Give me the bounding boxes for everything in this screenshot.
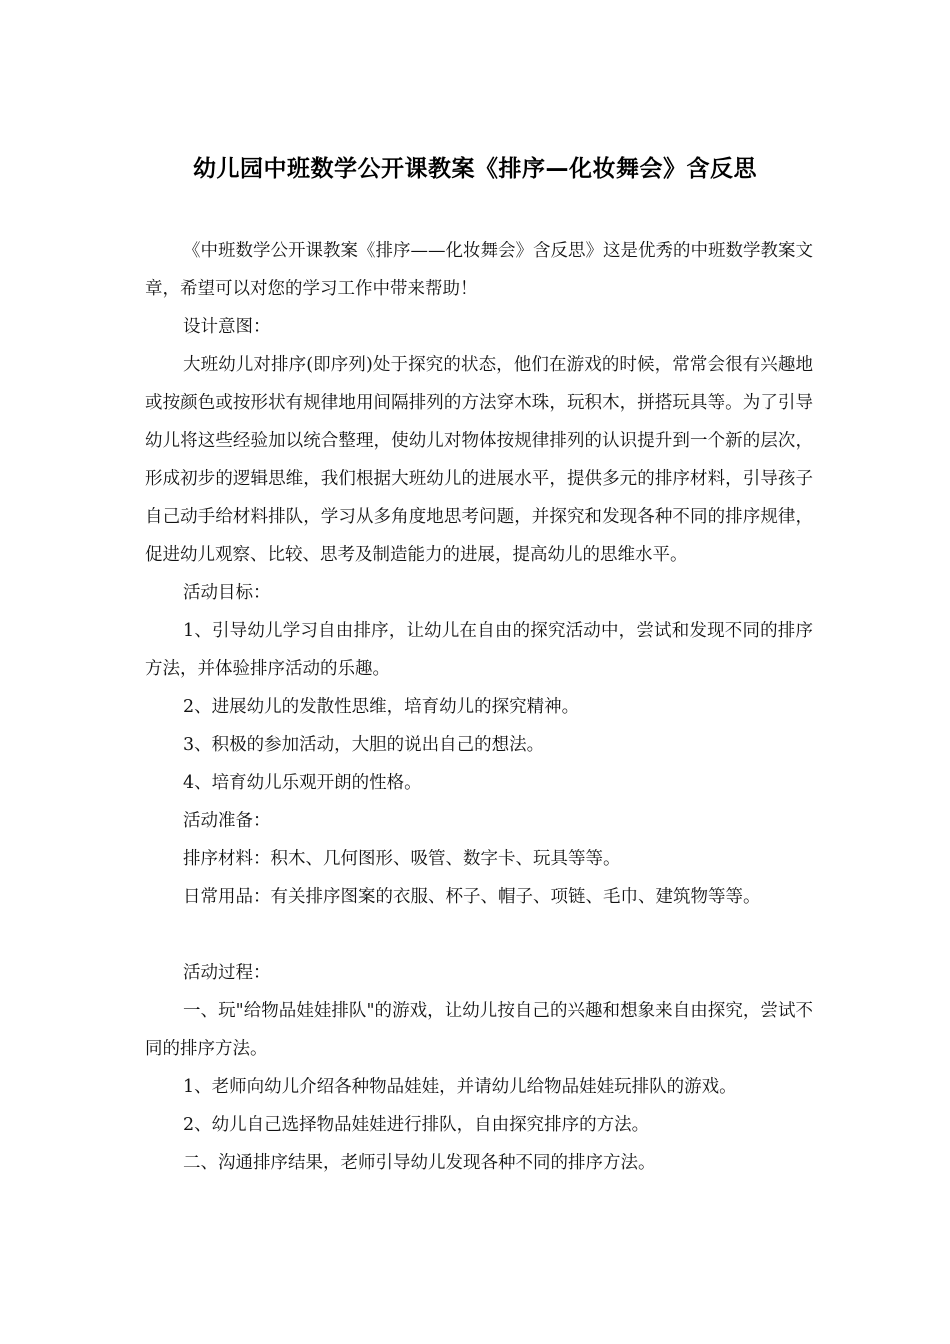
goal-item: 4、培育幼儿乐观开朗的性格。: [183, 773, 422, 793]
goal-item: 3、积极的参加活动，大胆的说出自己的想法。: [183, 735, 545, 755]
section-heading-preparation: 活动准备：: [183, 811, 271, 831]
blank-line: [145, 916, 813, 954]
section-heading-design-intent: 设计意图：: [183, 317, 271, 337]
process-step: 一、玩"给物品娃娃排队"的游戏，让幼儿按自己的兴趣和想象来自由探究，尝试不同的排序方法。: [145, 1001, 813, 1059]
process-step: 2、幼儿自己选择物品娃娃进行排队，自由探究排序的方法。: [183, 1115, 650, 1135]
document-body: [145, 232, 813, 1182]
document-title: 幼儿园中班数学公开课教案《排序—化妆舞会》含反思: [193, 156, 757, 182]
process-step: 二、沟通排序结果，老师引导幼儿发现各种不同的排序方法。: [183, 1153, 656, 1173]
process-step: 1、老师向幼儿介绍各种物品娃娃，并请幼儿给物品娃娃玩排队的游戏。: [183, 1077, 737, 1097]
section-heading-goals: 活动目标：: [183, 583, 271, 603]
goal-item: 1、引导幼儿学习自由排序，让幼儿在自由的探究活动中，尝试和发现不同的排序方法，并体验排序活动的乐趣。: [145, 621, 813, 679]
goal-item: 2、进展幼儿的发散性思维，培育幼儿的探究精神。: [183, 697, 580, 717]
design-intent-paragraph: 大班幼儿对排序(即序列)处于探究的状态，他们在游戏的时候，常常会很有兴趣地或按颜色或按形状有规律地用间隔排列的方法穿木珠，玩积木，拼搭玩具等。为了引导幼儿将这些经验加以统合整理，使幼儿对物体按规律排列的认识提升到一个新的层次，形成初步的逻辑思维，我们根据大班幼儿的进展水平，提供多元的排序材料，引导孩子自己动手给材料排队，学习从多角度地思考问题，并探究和发现各种不同的排序规律，促进幼儿观察、比较、思考及制造能力的进展，提高幼儿的思维水平。: [145, 355, 813, 565]
preparation-item: 日常用品：有关排序图案的衣服、杯子、帽子、项链、毛巾、建筑物等等。: [183, 887, 761, 907]
section-heading-process: 活动过程：: [183, 963, 271, 983]
preparation-item: 排序材料：积木、几何图形、吸管、数字卡、玩具等等。: [183, 849, 621, 869]
intro-paragraph: 《中班数学公开课教案《排序——化妆舞会》含反思》这是优秀的中班数学教案文章，希望可以对您的学习工作中带来帮助！: [145, 241, 813, 299]
